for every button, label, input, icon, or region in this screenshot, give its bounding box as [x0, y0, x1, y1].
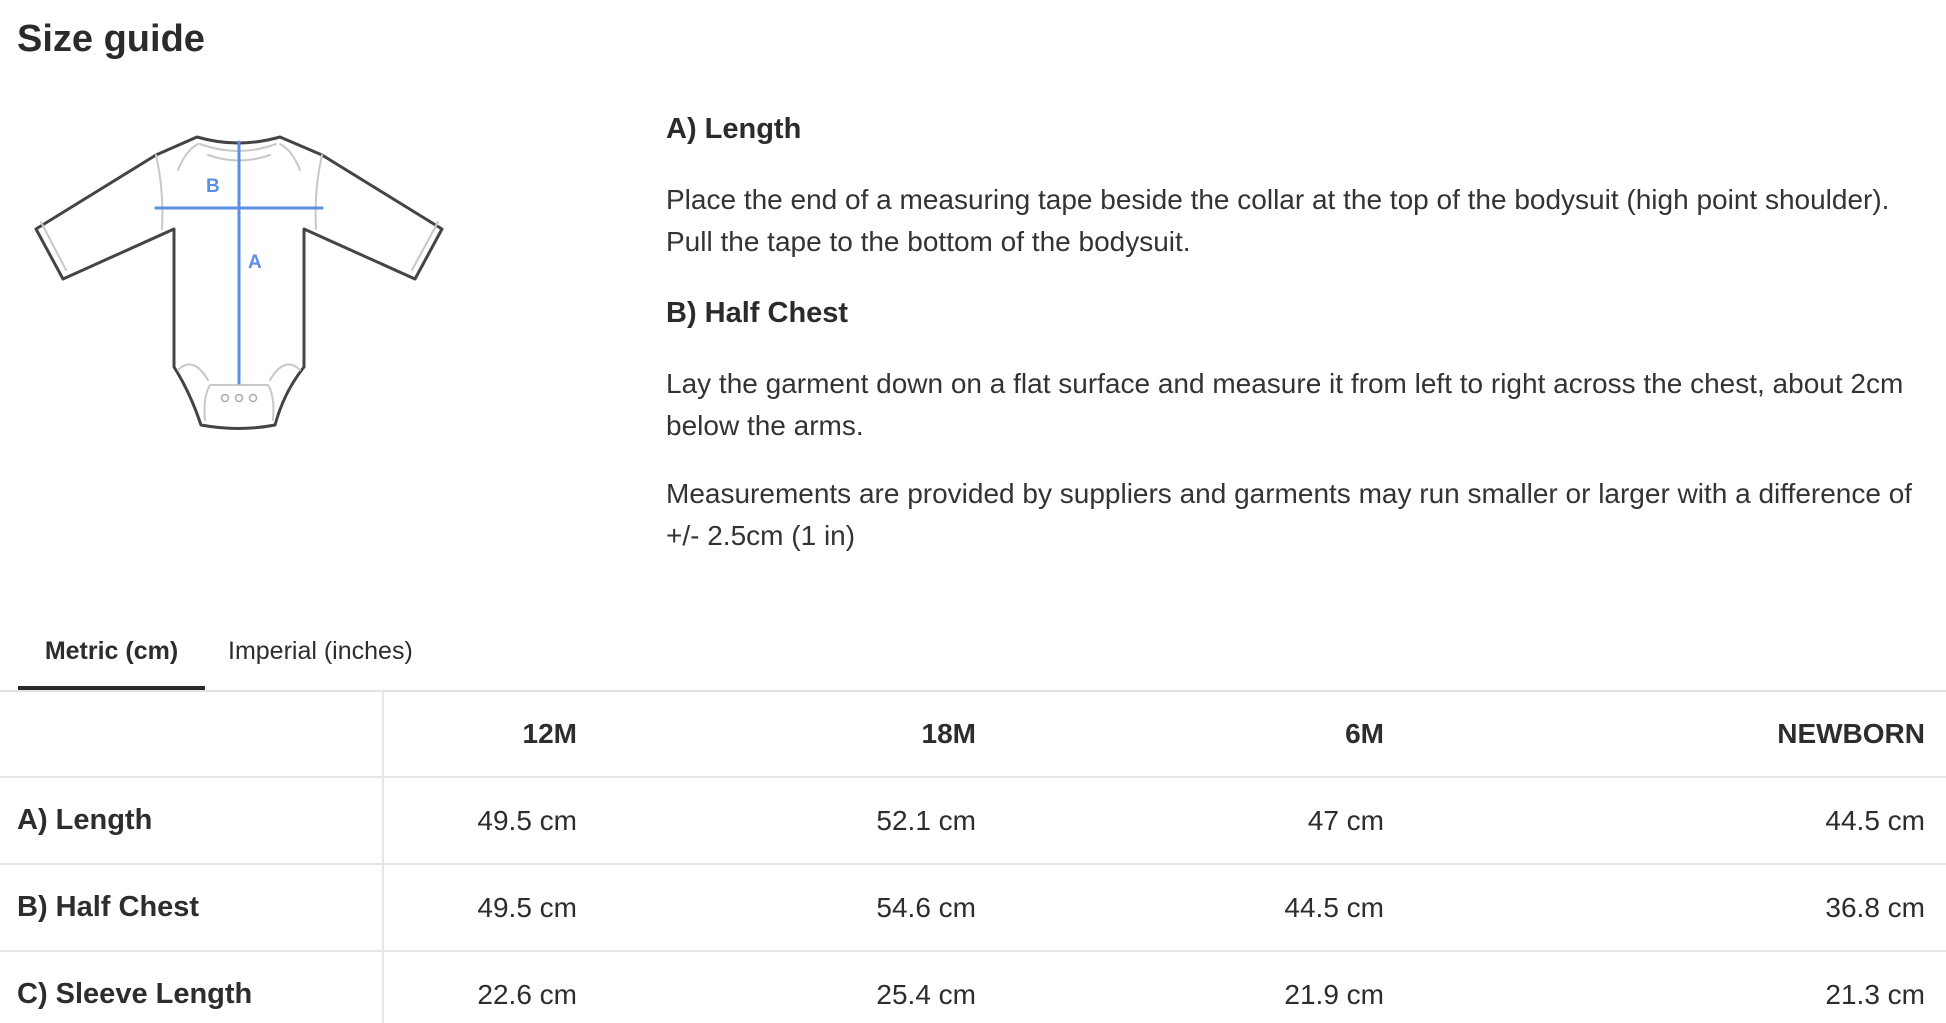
size-header-18m: 18M — [766, 691, 1156, 777]
table-cell: 49.5 cm — [383, 864, 766, 951]
table-corner-cell — [0, 691, 383, 777]
row-label: B) Half Chest — [0, 864, 383, 951]
table-cell: 49.5 cm — [383, 777, 766, 864]
tab-imperial[interactable]: Imperial (inches) — [228, 637, 413, 665]
table-cell: 25.4 cm — [766, 951, 1156, 1023]
table-header-row — [0, 691, 1946, 777]
size-table — [0, 691, 1946, 1023]
table-cell: 47 cm — [1156, 777, 1546, 864]
table-row — [0, 864, 1946, 951]
table-cell: 52.1 cm — [766, 777, 1156, 864]
size-header-newborn: NEWBORN — [1546, 691, 1946, 777]
supplier-note: Measurements are provided by suppliers and garments may run smaller or larger with a difference of +/- 2.5cm (1 in) — [666, 478, 1913, 551]
table-cell: 22.6 cm — [383, 951, 766, 1023]
table-cell: 44.5 cm — [1546, 777, 1946, 864]
section-text-length: Place the end of a measuring tape beside the collar at the top of the bodysuit (high point shoulder). Pull the tape to the bottom of the bodysuit. — [666, 184, 1890, 257]
tab-metric[interactable]: Metric (cm) — [18, 620, 205, 690]
table-row — [0, 951, 1946, 1023]
table-cell: 21.9 cm — [1156, 951, 1546, 1023]
size-header-12m: 12M — [383, 691, 766, 777]
unit-tabs — [0, 620, 1946, 692]
measurement-instructions — [666, 105, 1936, 583]
section-heading-length: A) Length — [666, 113, 802, 145]
table-cell: 36.8 cm — [1546, 864, 1946, 951]
section-text-half-chest: Lay the garment down on a flat surface and measure it from left to right across the chest, about 2cm below the arms. — [666, 368, 1904, 441]
bodysuit-diagram — [18, 130, 578, 540]
size-header-6m: 6M — [1156, 691, 1546, 777]
section-heading-half-chest: B) Half Chest — [666, 297, 849, 329]
table-cell: 54.6 cm — [766, 864, 1156, 951]
page-title: Size guide — [17, 18, 205, 60]
row-label: A) Length — [0, 777, 383, 864]
row-label: C) Sleeve Length — [0, 951, 383, 1023]
table-cell: 44.5 cm — [1156, 864, 1546, 951]
diagram-label-a: A — [248, 252, 262, 273]
table-cell: 21.3 cm — [1546, 951, 1946, 1023]
diagram-label-b: B — [206, 176, 220, 197]
table-row — [0, 777, 1946, 864]
